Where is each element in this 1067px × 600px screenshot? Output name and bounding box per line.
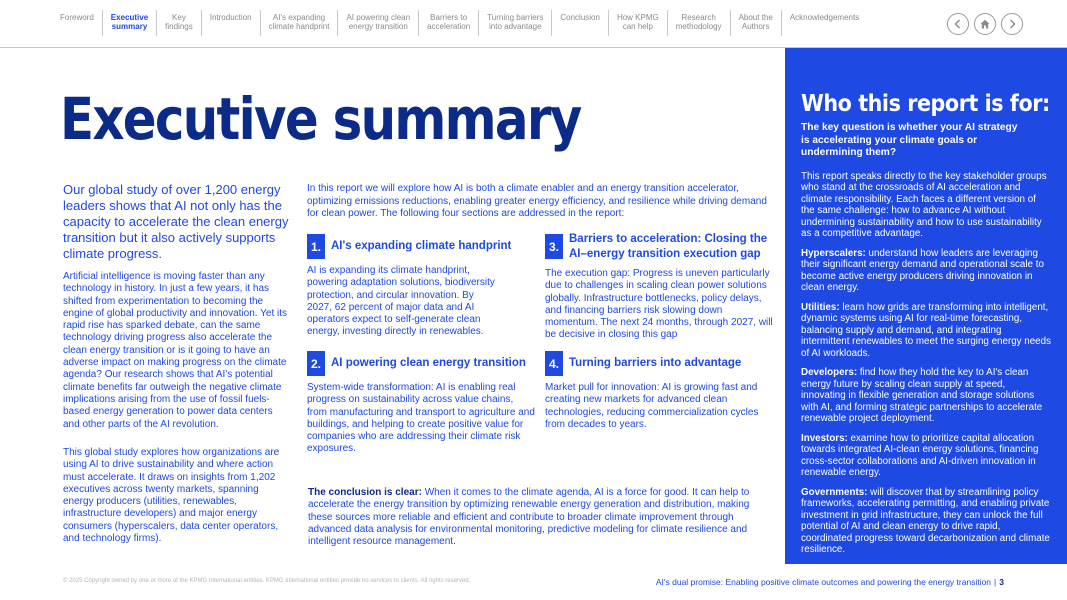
footer-report-title: AI's dual promise: Enabling positive climate outcomes and powering the energy transition	[655, 577, 992, 587]
conclusion-paragraph	[308, 487, 768, 548]
nav-item-key-findings[interactable]: Key findings	[157, 10, 202, 36]
conclusion-label: The conclusion is clear:	[308, 487, 422, 498]
chevron-right-icon	[1006, 18, 1018, 30]
section-3-body: The execution gap: Progress is uneven particularly due to challenges in scaling clean power solutions globally. Infrastructure bottlenecks, policy delays, and financing barriers risk slowing down momentum. The next 24 months, through 2027, will be decisive in closing this gap	[545, 268, 773, 341]
lead-paragraph: Our global study of over 1,200 energy leaders shows that AI not only has the capacity to accelerate the clean energy transition but it also actively supports climate progress.	[63, 182, 289, 261]
nav-item-conclusion[interactable]: Conclusion	[552, 10, 609, 36]
previous-page-button[interactable]	[947, 13, 969, 35]
copyright-notice: © 2025 Copyright owned by one or more of the KPMG International entities. KPMG International entities provide no services to clients. All rights reserved.	[63, 578, 471, 584]
section-1-heading	[307, 234, 532, 259]
nav-item-introduction[interactable]: Introduction	[202, 10, 261, 36]
nav-list	[52, 10, 867, 36]
section-number-badge: 2.	[307, 351, 325, 376]
section-title: AI powering clean energy transition	[331, 357, 526, 369]
home-button[interactable]	[974, 13, 996, 35]
nav-item-about-authors[interactable]: About the Authors	[731, 10, 782, 36]
section-number-badge: 1.	[307, 234, 325, 259]
section-4-body: Market pull for innovation: AI is growing fast and creating new markets for advanced clean technologies, reducing commercialization cycles from decades to years.	[545, 382, 759, 430]
section-number-badge: 3.	[545, 234, 563, 259]
audience-utilities	[801, 302, 1051, 360]
nav-buttons	[947, 13, 1023, 35]
audience-name: Governments:	[801, 486, 868, 498]
section-4-heading	[545, 351, 775, 376]
nav-item-acknowledgements[interactable]: Acknowledgements	[789, 13, 860, 22]
audience-text: examine how to prioritize capital allocation towards integrated AI-clean energy solutions, financing cross-sector collaborations and AI-driven innovation in renewable energy.	[801, 432, 1039, 478]
section-title: Barriers to acceleration: Closing the AI–energy transition execution gap	[569, 233, 768, 260]
section-1-body: AI is expanding its climate handprint, powering adaptation solutions, biodiversity protection, and circular innovation. By 2027, 62 percent of major data and AI operators expect to self-generate clean energy, investing directly in renewables.	[307, 265, 495, 338]
page-title: Executive summary	[60, 85, 581, 153]
nav-item-executive-summary[interactable]: Executive summary	[103, 10, 157, 36]
section-2-body: System-wide transformation: AI is enabling real progress on sustainability across value chains, from manufacturing and transport to agriculture and buildings, and helping to create positive value for companies who are addressing their climate risk exposures.	[307, 382, 535, 455]
nav-item-turning-barriers[interactable]: Turning barriers into advantage	[479, 10, 552, 36]
audience-name: Hyperscalers:	[801, 247, 866, 259]
intro-paragraph: In this report we will explore how AI is both a climate enabler and an energy transition accelerator, optimizing emissions reductions, enabling greater energy efficiency, and resilience while driving demand for clean power. The following four sections are addressed in the report:	[307, 183, 767, 219]
chevron-left-icon	[952, 18, 964, 30]
audience-text: learn how grids are transforming into intelligent, dynamic systems using AI for real-time forecasting, balancing supply and demand, and integrating intermittent renewables to meet the surging energy needs of AI workloads.	[801, 301, 1051, 359]
section-title: Turning barriers into advantage	[569, 357, 742, 369]
nav-item-foreword[interactable]: Foreword	[52, 10, 103, 36]
audience-panel	[785, 48, 1067, 564]
conclusion-text: When it comes to the climate agenda, AI is a force for good. It can help to accelerate the energy transition by optimizing renewable energy generation and distribution, making these sources more reliable and efficient and contribute to broader climate improvement through advanced data analysis for environmental monitoring, predictive modeling for climate resilience and intelligent resource management.	[308, 487, 750, 548]
audience-name: Developers:	[801, 367, 858, 378]
panel-title: Who this report is for:	[801, 91, 1050, 117]
audience-text: find how they hold the key to AI's clean energy future by scaling clean supply at speed, innovating in flexible generation and storage solutions with AI, and forming strategic partnerships to accelerate renewable project deployment.	[801, 367, 1043, 424]
section-number-badge: 4.	[545, 351, 563, 376]
audience-investors	[801, 433, 1051, 479]
section-title: AI's expanding climate handprint	[331, 240, 512, 252]
page-number: 3	[999, 577, 1004, 587]
top-navigation	[0, 0, 1067, 48]
footer-report-info	[656, 577, 1004, 587]
nav-item-how-kpmg-can-help[interactable]: How KPMG can help	[609, 10, 668, 36]
next-page-button[interactable]	[1001, 13, 1023, 35]
audience-text: understand how leaders are leveraging their significant energy demand and operational scale to become active energy producers driving innovation in clean energy.	[801, 247, 1044, 293]
section-2-heading	[307, 351, 542, 376]
body-paragraph-2: This global study explores how organizations are using AI to drive sustainability and where action must accelerate. It draws on insights from 1,202 executives across twenty markets, spanning energy producers (utilities, renewables, infrastructure developers) and major energy consumers (hyperscalers, data center operators, and technology firms).	[63, 447, 280, 545]
audience-governments	[801, 487, 1051, 556]
audience-text: will discover that by streamlining policy frameworks, accelerating permitting, and enabling private investment in grid infrastructure, they can unlock the full potential of AI and clean energy to drive rapid, coordinated progress toward decarbonization and climate resilience.	[801, 486, 1050, 555]
audience-developers	[801, 367, 1051, 425]
panel-intro: This report speaks directly to the key stakeholder groups who stand at the crossroads of AI acceleration and climate responsibility. Each faces a different version of the same challenge: how to advance AI without undermining sustainability and how to use sustainability as a competitive advantage.	[801, 170, 1047, 239]
audience-name: Investors:	[801, 432, 848, 444]
audience-name: Utilities:	[801, 301, 840, 313]
footer-separator: |	[994, 577, 997, 587]
section-3-heading	[545, 232, 775, 262]
body-paragraph-1: Artificial intelligence is moving faster than any technology in history. In just a few years, it has shifted from experimentation to becoming the engine of global productivity and innovation. Yet its rapid rise has sparked debate, can the same technology driving progress also accelerate the clean energy transition or is it going to have an adverse impact on making progress on the climate agenda? Our research shows that AI's potential climate benefits far outweigh the negative climate implications arising from the use of fossil fuels-based energy generation to power data centers and other parts of the AI revolution.	[63, 271, 288, 430]
nav-item-climate-handprint[interactable]: AI's expanding climate handprint	[261, 10, 339, 36]
nav-item-research-methodology[interactable]: Research methodology	[668, 10, 731, 36]
audience-hyperscalers	[801, 248, 1051, 294]
home-icon	[979, 18, 991, 30]
nav-item-clean-energy-transition[interactable]: AI powering clean energy transition	[338, 10, 419, 36]
panel-key-question: The key question is whether your AI strategy is accelerating your climate goals or undermining them?	[801, 122, 1018, 158]
nav-item-barriers[interactable]: Barriers to acceleration	[419, 10, 479, 36]
